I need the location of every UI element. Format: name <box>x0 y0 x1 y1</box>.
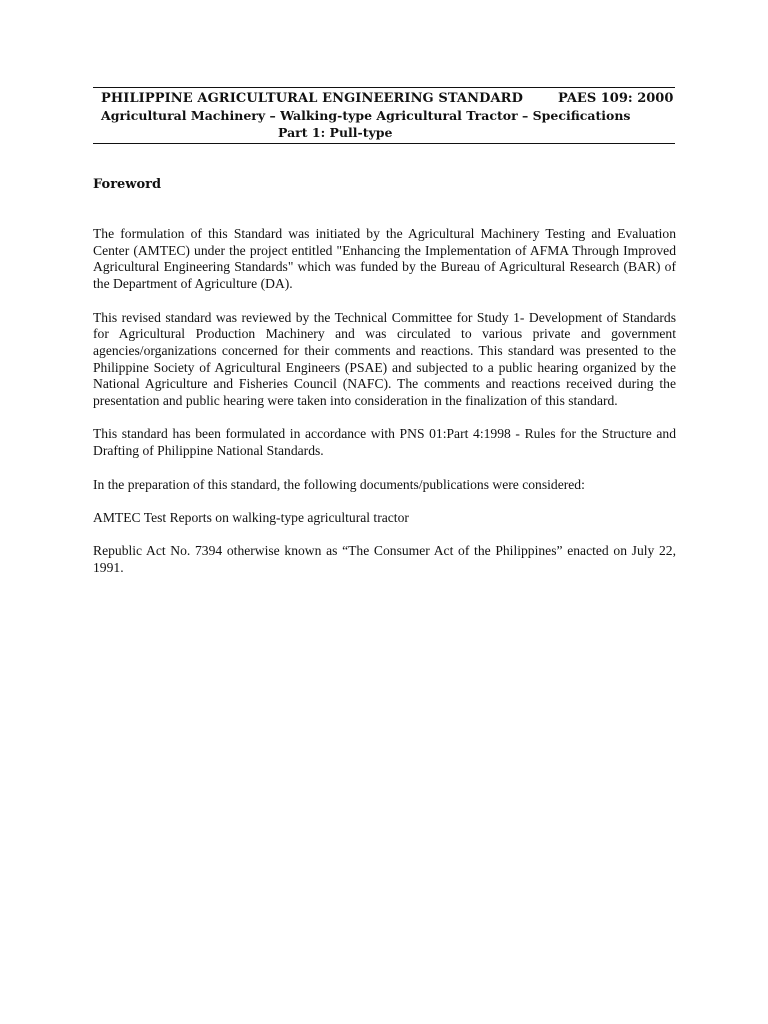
standard-header <box>93 87 675 144</box>
paragraph: This standard has been formulated in accordance with PNS 01:Part 4:1998 - Rules for the Structure and Drafting of Philippine National Standards. <box>93 426 676 459</box>
paragraph: Republic Act No. 7394 otherwise known as “The Consumer Act of the Philippines” enacted on July 22, 1991. <box>93 543 676 575</box>
section-heading: Foreword <box>93 177 162 192</box>
paragraph: In the preparation of this standard, the following documents/publications were considered: <box>93 476 585 492</box>
paragraph: The formulation of this Standard was initiated by the Agricultural Machinery Testing and Evaluation Center (AMTEC) under the project entitled "Enhancing the Implementation of AFMA Through Improved Agricultural Engineering Standards" which was funded by the Bureau of Agricultural Research (BAR) of the Department of Agriculture (DA). <box>93 226 676 292</box>
standard-title: PHILIPPINE AGRICULTURAL ENGINEERING STANDARD <box>101 91 523 106</box>
paragraph: This revised standard was reviewed by the Technical Committee for Study 1- Development of Standards for Agricultural Production Machinery and was circulated to various private and government agencies/organizations concerned for their comments and reactions. This standard was presented to the Philippine Society of Agricultural Engineers (PSAE) and subjected to a public hearing organized by the National Agriculture and Fisheries Council (NAFC). The comments and reactions received during the presentation and public hearing were taken into consideration in the finalization of this standard. <box>93 309 676 409</box>
standard-part: Part 1: Pull-type <box>278 125 393 140</box>
header-row-title <box>93 90 675 107</box>
paragraph: AMTEC Test Reports on walking-type agricultural tractor <box>93 509 409 525</box>
foreword-body <box>93 226 676 593</box>
standard-subtitle: Agricultural Machinery – Walking-type Agricultural Tractor – Specifications <box>101 108 631 123</box>
standard-code: PAES 109: 2000 <box>558 91 674 106</box>
